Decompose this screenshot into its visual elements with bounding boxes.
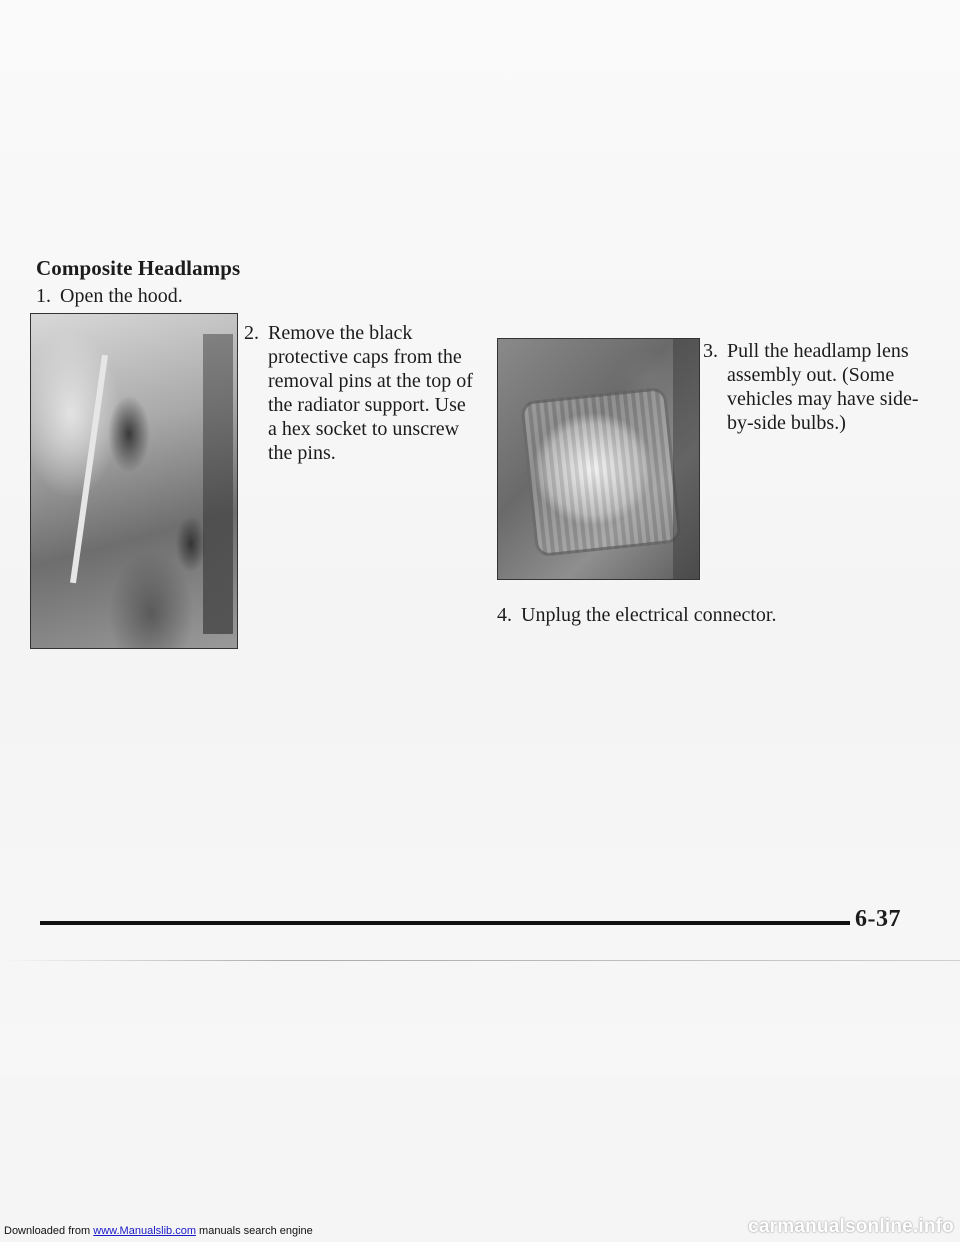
step-text: Pull the headlamp lens assembly out. (Some vehicles may have side-by-side bulbs.) [727, 340, 919, 434]
footer-prefix: Downloaded from [4, 1225, 94, 1237]
step-2 [244, 321, 474, 465]
radiator-support-photo [30, 313, 238, 649]
step-number: 3. [703, 340, 718, 362]
step-text: Open the hood. [60, 285, 183, 307]
divider [0, 960, 960, 961]
headlamp-lens-photo [497, 338, 700, 580]
manualslib-link[interactable]: www.Manualslib.com [93, 1225, 196, 1237]
step-text: Remove the black protective caps from the removal pins at the top of the radiator support. Use a hex socket to unscrew the pins. [268, 322, 473, 464]
step-number: 2. [244, 322, 259, 344]
step-number: 1. [36, 285, 51, 307]
step-text: Unplug the electrical connector. [521, 604, 777, 626]
watermark: carmanualsonline.info [748, 1216, 954, 1237]
download-footer [4, 1225, 313, 1237]
footer-rule [40, 921, 850, 925]
step-number: 4. [497, 604, 512, 626]
section-title: Composite Headlamps [36, 256, 241, 280]
step-4 [497, 603, 917, 627]
step-1 [36, 284, 336, 308]
page-number: 6-37 [855, 906, 901, 932]
step-3 [703, 339, 933, 435]
footer-suffix: manuals search engine [195, 1225, 313, 1237]
